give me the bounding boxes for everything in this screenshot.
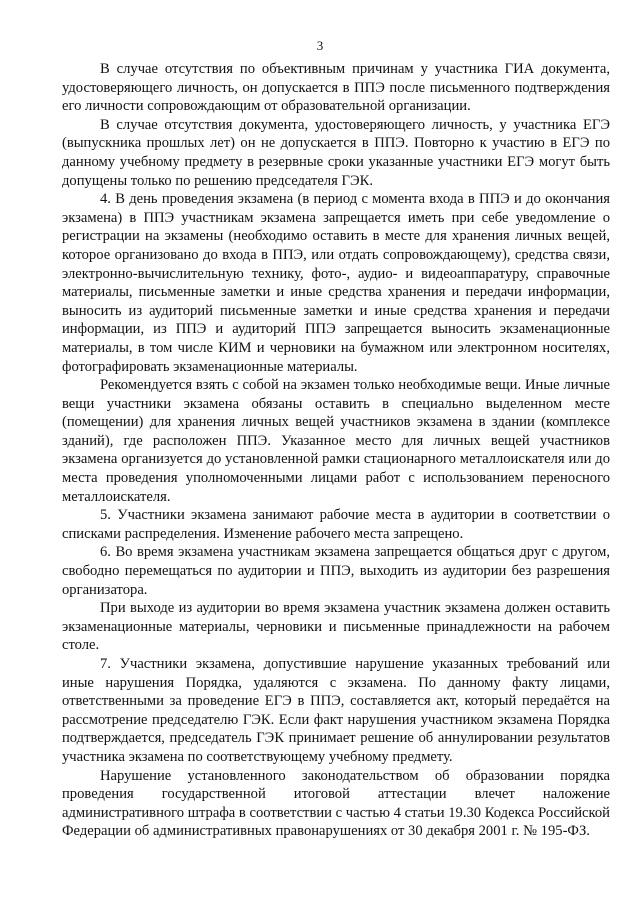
paragraph-item-4-prohibitions: 4. В день проведения экзамена (в период с момента входа в ППЭ и до окончания экзамена) в ППЭ участникам экзамена запрещается иметь при себе уведомление о регистрации на экзамены (необходимо оставить в месте для хранения личных вещей, которое организовано до входа в ППЭ, или отдать сопровождающему), средства связи, электронно-вычислительную технику, фото-, аудио- и видеоаппаратуру, справочные материалы, письменные заметки и иные средства хранения и передачи информации, выносить из аудиторий письменные заметки и иные средства хранения и передачи информации, из ППЭ и аудиторий ППЭ запрещается выносить экзаменационные материалы, в том числе КИМ и черновики на бумажном или электронном носителях, фотографировать экзаменационные материалы.	[62, 191, 610, 375]
paragraph-item-5-seating: 5. Участники экзамена занимают рабочие места в аудитории в соответствии о списками распределения. Изменение рабочего места запрещено.	[62, 507, 610, 542]
page-number: 3	[316, 38, 324, 53]
paragraph-missing-id-gia: В случае отсутствия по объективным причинам у участника ГИА документа, удостоверяющего личность, он допускается в ППЭ после письменного подтверждения его личности сопровождающим от образовательной организации.	[62, 61, 610, 115]
paragraph-administrative-fine: Нарушение установленного законодательством об образовании порядка проведения государственной итоговой аттестации влечет наложение административного штрафа в соответствии с частью 4 статьи 19.30 Кодекса Российской Федерации об административных правонарушениях от 30 декабря 2001 г. № 195-ФЗ.	[62, 767, 610, 840]
paragraph-missing-id-ege: В случае отсутствия документа, удостоверяющего личность, у участника ЕГЭ (выпускника прошлых лет) он не допускается в ППЭ. Повторно к участию в ЕГЭ по данному учебному предмету в резервные сроки указанные участники ЕГЭ могут быть допущены только по решению председателя ГЭК.	[62, 116, 610, 189]
paragraph-item-6-communication: 6. Во время экзамена участникам экзамена запрещается общаться друг с другом, свободно перемещаться по аудитории и ППЭ, выходить из аудитории без разрешения организатора.	[62, 544, 610, 598]
document-body	[62, 60, 610, 841]
paragraph-item-7-violations: 7. Участники экзамена, допустившие нарушение указанных требований или иные нарушения Порядка, удаляются с экзамена. По данному факту лицами, ответственными за проведение ЕГЭ в ППЭ, составляется акт, который передаётся на рассмотрение председателю ГЭК. Если факт нарушения участником экзамена Порядка подтверждается, председатель ГЭК принимает решение об аннулировании результатов участника экзамена по соответствующему учебному предмету.	[62, 656, 610, 765]
paragraph-leaving-room: При выходе из аудитории во время экзамена участник экзамена должен оставить экзаменационные материалы, черновики и письменные принадлежности на рабочем столе.	[62, 600, 610, 654]
paragraph-personal-belongings: Рекомендуется взять с собой на экзамен только необходимые вещи. Иные личные вещи участники экзамена обязаны оставить в специально выделенном месте (помещении) для хранения личных вещей участников экзамена в здании (комплексе зданий), где расположен ППЭ. Указанное место для личных вещей участников экзамена организуется до установленной рамки стационарного металлоискателя или до места проведения уполномоченными лицами работ с использованием переносного металлоискателя.	[62, 377, 610, 505]
